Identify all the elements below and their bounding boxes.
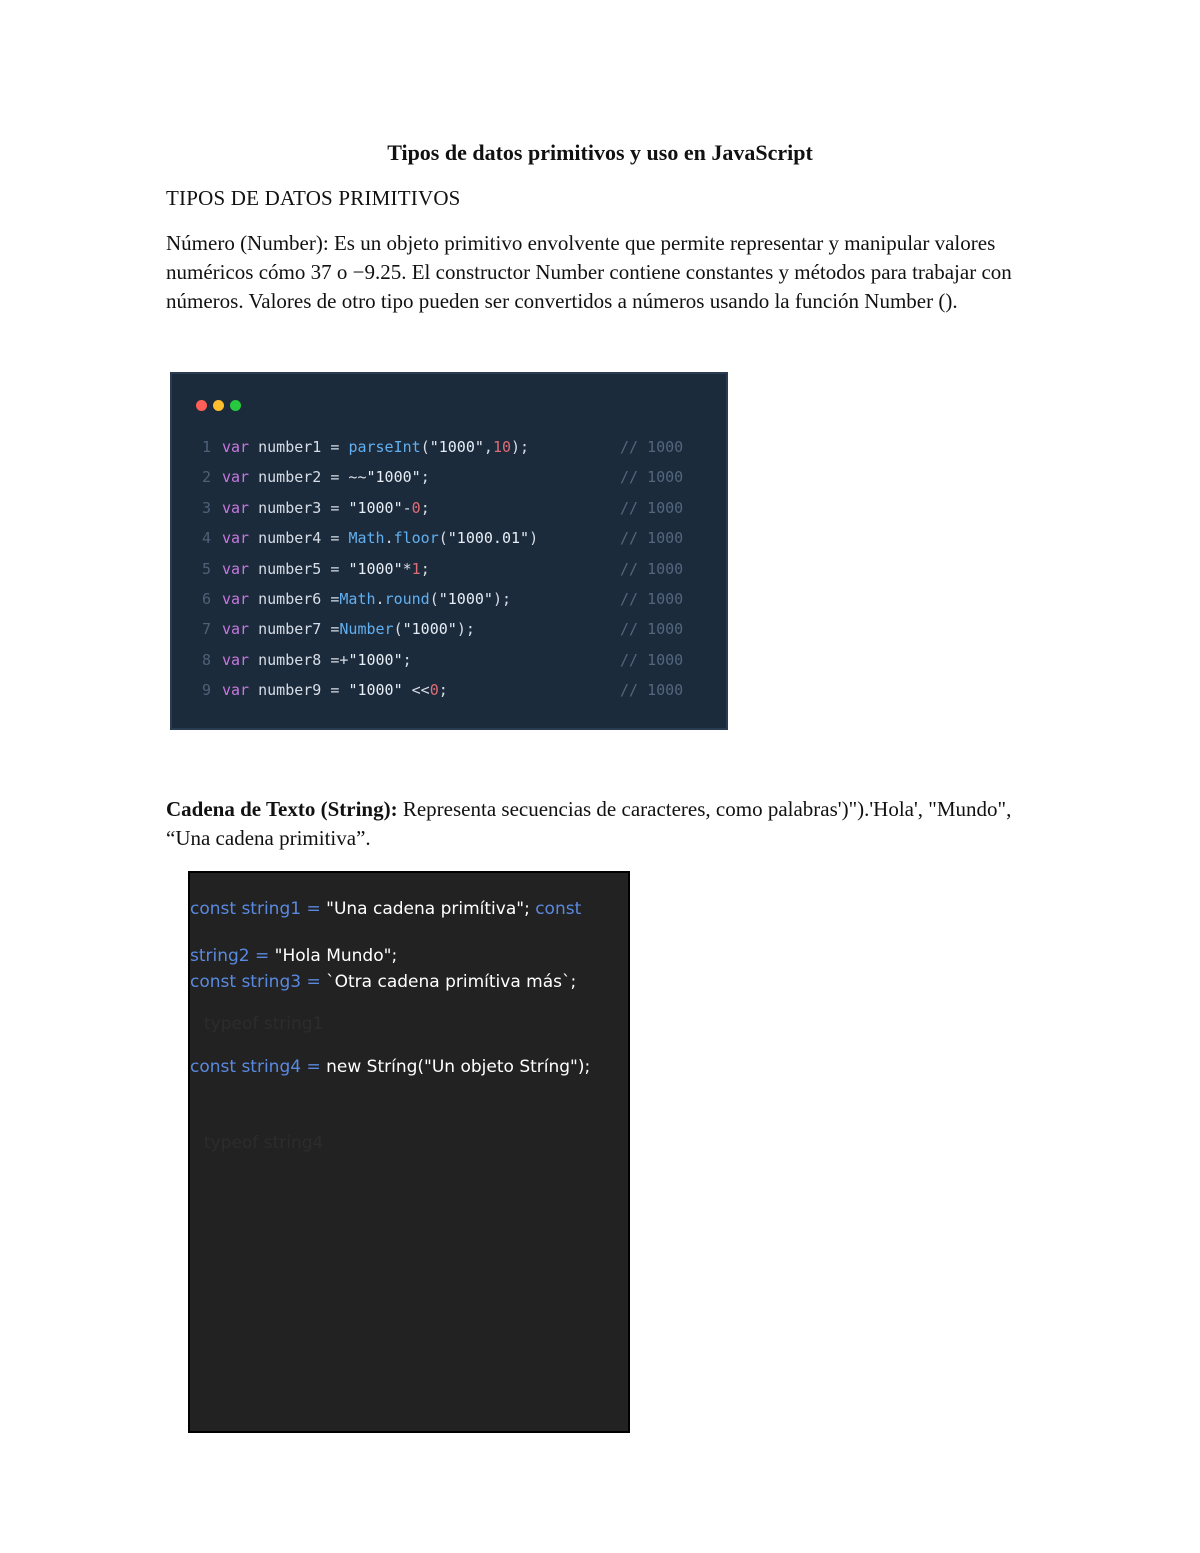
- code-line: [202, 584, 706, 614]
- line-number: 3: [202, 498, 212, 517]
- code-token: "1000.01": [447, 529, 530, 548]
- code-token: number6 =: [249, 589, 340, 608]
- keyword: var: [222, 529, 250, 548]
- code-token: ;: [420, 498, 430, 517]
- line-number: 2: [202, 468, 212, 487]
- code-lines: [202, 432, 706, 706]
- code-token: number9 =: [249, 681, 349, 700]
- keyword: var: [222, 438, 250, 456]
- code-token: number7 =: [249, 620, 340, 639]
- string-code-screenshot: [188, 871, 630, 1433]
- code-token: (: [438, 529, 448, 548]
- code-line: [202, 432, 706, 462]
- code-token: Math: [348, 529, 385, 548]
- code-token: );: [511, 438, 530, 456]
- line-number: 6: [202, 589, 212, 608]
- number-code-screenshot: [170, 372, 728, 730]
- code-token: (: [420, 438, 430, 456]
- string-paragraph: [166, 795, 1046, 853]
- code-token: 0: [429, 681, 439, 700]
- line-number: 1: [202, 438, 212, 456]
- keyword: var: [222, 468, 250, 487]
- line-number: 9: [202, 681, 212, 700]
- code-token: *: [402, 559, 412, 578]
- code-token: );: [456, 620, 475, 639]
- keyword: var: [222, 650, 250, 669]
- code-line: [202, 493, 706, 523]
- keyword: var: [222, 681, 250, 700]
- window-controls: [196, 398, 247, 416]
- code-comment: // 1000: [620, 529, 684, 548]
- code-token: "1000": [438, 589, 493, 608]
- code-token: "1000": [429, 438, 484, 456]
- code-token: "1000": [366, 468, 421, 487]
- code-token: ;: [420, 468, 430, 487]
- code-token: -: [402, 498, 412, 517]
- code-token: Number: [339, 620, 394, 639]
- code-token: (: [393, 620, 403, 639]
- code-comment: // 1000: [620, 589, 684, 608]
- code-token: "1000": [402, 620, 457, 639]
- number-paragraph: Número (Number): Es un objeto primitivo envolvente que permite representar y manipular valores numéricos cómo 37 o −9.25. El constructor Number contiene constantes y métodos para trabajar con números. Valores de otro tipo pueden ser convertidos a números usando la función Number ().: [166, 231, 1012, 313]
- code-line: [202, 675, 706, 705]
- keyword: var: [222, 498, 250, 517]
- minimize-dot-icon: [213, 400, 224, 411]
- code-token: floor: [393, 529, 439, 548]
- code-token: "1000": [348, 650, 403, 669]
- code-comment: // 1000: [620, 620, 684, 639]
- code-token: <<: [402, 681, 430, 700]
- code-line-3: const string3 = `Otra cadena primítiva más`;: [190, 972, 577, 992]
- code-token: 1: [411, 559, 421, 578]
- code-token: number8 =+: [249, 650, 349, 669]
- code-token: .: [384, 529, 394, 548]
- code-token: round: [384, 589, 430, 608]
- code-token: ,: [483, 438, 493, 456]
- code-line: [202, 554, 706, 584]
- code-comment: // 1000: [620, 559, 684, 578]
- code-token: );: [492, 589, 511, 608]
- code-comment: // 1000: [620, 498, 684, 517]
- document-title: Tipos de datos primitivos y uso en JavaScript: [387, 140, 813, 165]
- keyword: var: [222, 559, 250, 578]
- string-description: Representa secuencias de caracteres, como palabras')").'Hola', "Mundo", “Una cadena primitiva”.: [166, 797, 1012, 850]
- code-token: number4 =: [249, 529, 349, 548]
- code-token: ;: [438, 681, 448, 700]
- line-number: 8: [202, 650, 212, 669]
- line-number: 5: [202, 559, 212, 578]
- keyword: var: [222, 589, 250, 608]
- code-token: "1000": [348, 559, 403, 578]
- code-line-4: const string4 = new Stríng("Un objeto Stríng");: [190, 1057, 591, 1077]
- code-token: number2 = ~~: [249, 468, 367, 487]
- code-comment: // 1000: [620, 438, 684, 456]
- string-label: Cadena de Texto (String):: [166, 797, 398, 821]
- code-token: "1000": [348, 681, 403, 700]
- code-line: [202, 614, 706, 644]
- code-ghost-line-1: typeof string1: [204, 1014, 324, 1034]
- code-line: [202, 523, 706, 553]
- line-number: 4: [202, 529, 212, 548]
- code-token: ;: [420, 559, 430, 578]
- code-token: number1 =: [249, 438, 349, 456]
- close-dot-icon: [196, 400, 207, 411]
- maximize-dot-icon: [230, 400, 241, 411]
- code-token: parseInt: [348, 438, 421, 456]
- code-token: number3 =: [249, 498, 349, 517]
- keyword: var: [222, 620, 250, 639]
- code-token: Math: [339, 589, 376, 608]
- code-ghost-line-2: typeof string4: [204, 1133, 324, 1153]
- section-heading: TIPOS DE DATOS PRIMITIVOS: [166, 186, 461, 210]
- code-comment: // 1000: [620, 468, 684, 487]
- code-line: [202, 462, 706, 492]
- code-token: "1000": [348, 498, 403, 517]
- code-comment: // 1000: [620, 681, 684, 700]
- code-token: .: [375, 589, 385, 608]
- code-token: number5 =: [249, 559, 349, 578]
- code-line-2: string2 = "Hola Mundo";: [190, 946, 398, 966]
- code-token: ;: [402, 650, 412, 669]
- code-token: (: [429, 589, 439, 608]
- code-token: 10: [492, 438, 511, 456]
- code-line-1: const string1 = "Una cadena primítiva"; const: [190, 899, 582, 919]
- line-number: 7: [202, 620, 212, 639]
- code-token: 0: [411, 498, 421, 517]
- code-token: ): [529, 529, 539, 548]
- code-line: [202, 645, 706, 675]
- code-comment: // 1000: [620, 650, 684, 669]
